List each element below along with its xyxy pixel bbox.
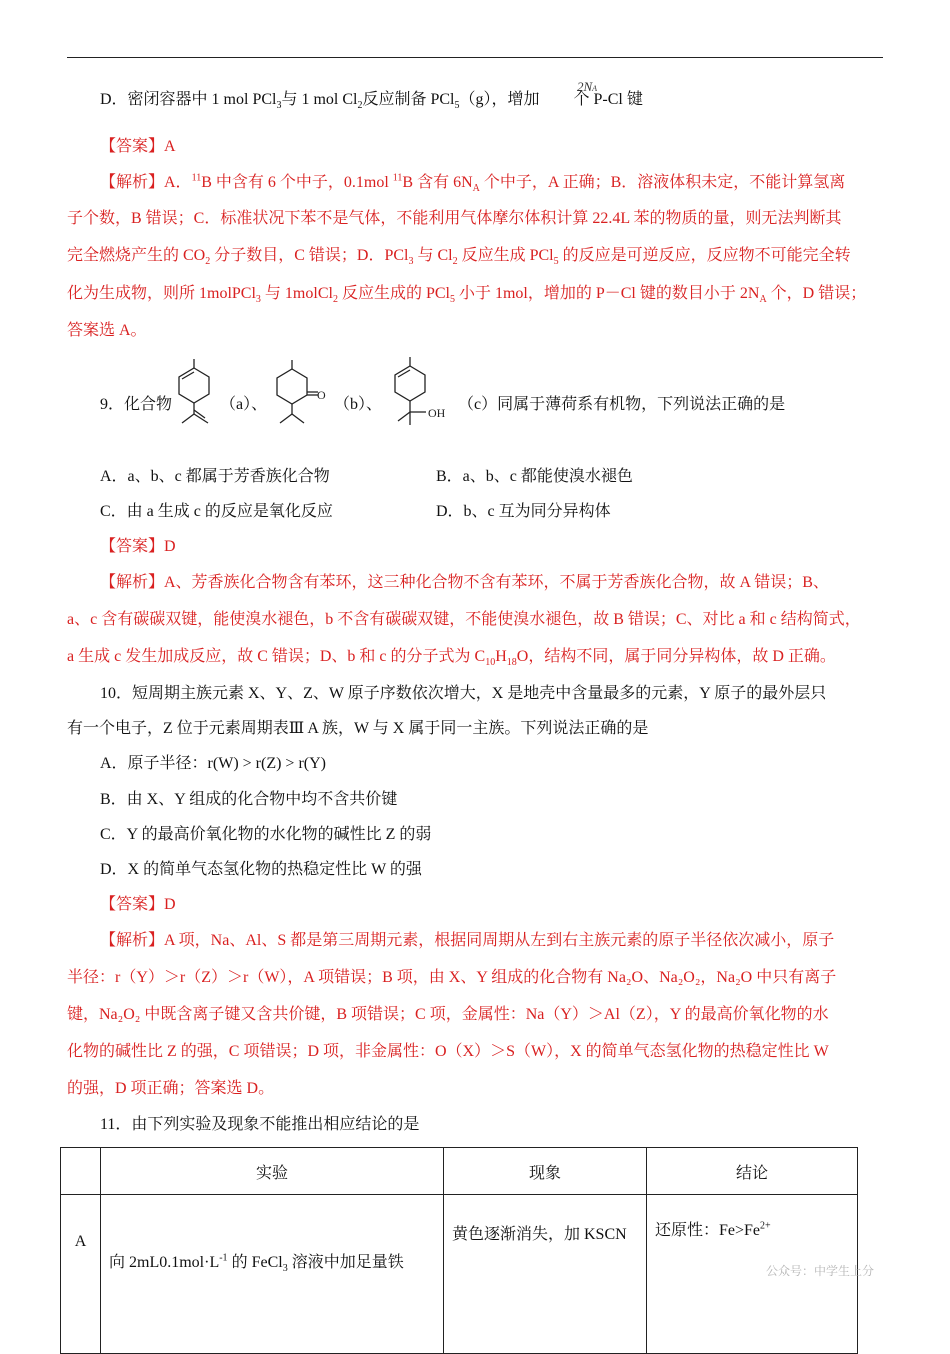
header-cell-experiment: 实验	[101, 1148, 444, 1195]
q10-option-d: D．X 的简单气态氢化物的热稳定性比 W 的强	[100, 861, 422, 878]
header-cell-phenomenon: 现象	[444, 1148, 647, 1195]
q10-analysis-line-1: 【解析】A 项，Na、Al、S 都是第三周期元素，根据同周期从左到右主族元素的原子半径依次减小，原子	[100, 932, 835, 949]
q10-analysis-line-5: 的强，D 项正确；答案选 D。	[67, 1080, 275, 1097]
header-cell-blank	[61, 1148, 101, 1195]
q10-stem-line-2: 有一个电子，Z 位于元素周期表Ⅲ A 族，W 与 X 属于同一主族。下列说法正确的是	[67, 720, 649, 737]
row-a-experiment: 向 $2mL0.1mol\cdot L^{-1}$ 的 FeCl$_3$ 溶液中加足量铁	[101, 1195, 444, 1354]
q9-analysis-line-1: 【解析】A、芳香族化合物含有苯环，这三种化合物不含有苯环，不属于芳香族化合物，故 A 错误；B、	[100, 574, 829, 591]
q9-option-a: A．a、b、c 都属于芳香族化合物	[100, 468, 330, 485]
row-label-a: A	[61, 1195, 101, 1354]
q8-analysis-line-1: 【解析】A．$^{11}$B 中含有 6 个中子，0.1mol $^{11}$B 含有 $6N_A$ 个中子，A 正确；B．溶液体积未定，不能计算氢离	[100, 172, 846, 195]
q10-option-c: C．Y 的最高价氧化物的水化物的碱性比 Z 的弱	[100, 826, 432, 843]
q10-analysis-line-2: 半径：r（Y）＞r（Z）＞r（W），A 项错误；B 项，由 X、Y 组成的化合物有 Na₂O、Na₂O₂，Na₂O 中只有离子	[67, 969, 837, 986]
q11-stem: 11．由下列实验及现象不能推出相应结论的是	[100, 1116, 420, 1133]
q9-analysis-line-3: a 生成 c 发生加成反应，故 C 错误；D、b 和 c 的分子式为 $C_{10}H_{18}O$，结构不同，属于同分异构体，故 D 正确。	[67, 648, 836, 669]
q8-analysis-line-3: 完全燃烧产生的 $CO_2$ 分子数目，C 错误；D．PCl$_3$ 与 $Cl_2$ 反应生成 PCl$_5$ 的反应是可逆反应，反应物不可能完全转	[67, 247, 851, 268]
q9-label-b: （b）、	[334, 396, 383, 413]
q9-stem-prefix: 9．化合物	[100, 396, 173, 413]
q9-option-c: C．由 a 生成 c 的反应是氧化反应	[100, 503, 333, 520]
watermark: 公众号：中学生上分	[766, 1264, 875, 1278]
q10-answer: 【答案】D	[100, 896, 176, 913]
q8-answer: 【答案】A	[100, 138, 176, 155]
compound-a-structure	[168, 357, 220, 429]
q8-analysis-line-2: 子个数，B 错误；C．标准状况下苯不是气体，不能利用气体摩尔体积计算 22.4L 苯的物质的量，则无法判断其	[67, 210, 842, 227]
q9-label-c: （c）同属于薄荷系有机物，下列说法正确的是	[458, 396, 786, 413]
q9-option-b: B．a、b、c 都能使溴水褪色	[436, 468, 633, 485]
compound-b-o-label: O	[317, 388, 326, 402]
q8-na-term: 2NA	[577, 79, 598, 94]
row-a-phenomenon: 黄色逐渐消失，加 KSCN	[444, 1195, 647, 1354]
q10-analysis-line-4: 化物的碱性比 Z 的强，C 项错误；D 项，非金属性：O（X）＞S（W），X 的简单气态氢化物的热稳定性比 W	[67, 1043, 829, 1060]
compound-c-structure	[388, 355, 458, 427]
q10-option-a: A．原子半径：r(W) > r(Z) > r(Y)	[100, 755, 326, 772]
q9-option-d: D．b、c 互为同分异构体	[436, 503, 611, 520]
row-a-conclusion: 还原性：$Fe>Fe^{2+}$	[647, 1195, 858, 1354]
q8-option-d: D．密闭容器中 1 mol PCl$_3$与 1 mol $Cl_2$反应制备 PCl$_5$（g），增加 个 P-Cl 键	[100, 91, 643, 112]
q9-label-a: （a）、	[220, 396, 268, 413]
header-rule	[67, 57, 883, 58]
header-cell-conclusion: 结论	[647, 1148, 858, 1195]
q10-analysis-line-3: 键，Na₂O₂ 中既含离子键又含共价键，B 项错误；C 项，金属性：Na（Y）＞Al（Z），Y 的最高价氧化物的水	[67, 1006, 829, 1023]
q8-analysis-line-4: 化为生成物，则所 1molPCl$_3$ 与 1molCl$_2$ 反应生成的 PCl$_5$ 小于 1mol，增加的 P－Cl 键的数目小于 $2N_A$ 个，D 错误；	[67, 285, 867, 306]
table-header-row	[61, 1148, 858, 1195]
q10-stem-line-1: 10．短周期主族元素 X、Y、Z、W 原子序数依次增大，X 是地壳中含量最多的元素，Y 原子的最外层只	[100, 685, 827, 702]
compound-c-oh-label: OH	[428, 406, 446, 420]
compound-b-structure	[272, 358, 334, 428]
q8-analysis-line-5: 答案选 A。	[67, 322, 147, 339]
q9-answer: 【答案】D	[100, 538, 176, 555]
q11-table	[60, 1147, 858, 1354]
table-row	[61, 1195, 858, 1354]
q9-analysis-line-2: a、c 含有碳碳双键，能使溴水褪色，b 不含有碳碳双键，不能使溴水褪色，故 B 错误；C、对比 a 和 c 结构简式，	[67, 611, 861, 628]
q10-option-b: B．由 X、Y 组成的化合物中均不含共价键	[100, 791, 398, 808]
